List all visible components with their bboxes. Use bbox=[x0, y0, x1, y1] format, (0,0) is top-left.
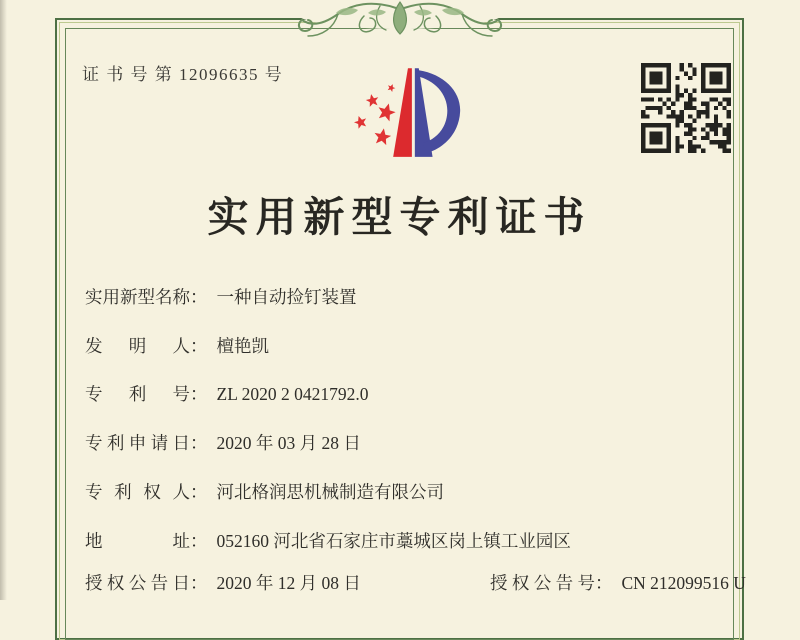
qr-code bbox=[641, 63, 731, 153]
field-row-application-date bbox=[85, 430, 361, 455]
field-label: 地址 bbox=[85, 531, 190, 551]
field-value: 一种自动捡钉装置 bbox=[216, 287, 357, 307]
field-row-address bbox=[85, 528, 571, 553]
cnipa-patent-logo-icon bbox=[340, 58, 468, 172]
certificate-title: 实用新型专利证书 bbox=[207, 194, 592, 240]
field-label: 专利权人 bbox=[85, 482, 190, 502]
field-value: 2020 年 03 月 28 日 bbox=[216, 433, 361, 453]
field-label: 实用新型名称 bbox=[85, 287, 190, 307]
field-colon: ： bbox=[190, 384, 208, 404]
field-colon: ： bbox=[190, 433, 208, 453]
scan-edge-shadow bbox=[0, 0, 7, 600]
field-value: 2020 年 12 月 08 日 bbox=[216, 573, 361, 593]
field-label: 授权公告号 bbox=[490, 573, 595, 593]
field-colon: ： bbox=[190, 287, 208, 307]
field-value: 河北格润思机械制造有限公司 bbox=[216, 482, 444, 502]
field-row-utility-model-name bbox=[85, 284, 357, 309]
field-label: 专利号 bbox=[85, 384, 190, 404]
field-value: 檀艳凯 bbox=[216, 336, 269, 356]
certificate-number: 证 书 号 第 12096635 号 bbox=[82, 65, 284, 84]
field-row-grant-date bbox=[85, 570, 746, 595]
field-colon: ： bbox=[190, 573, 208, 593]
field-colon: ： bbox=[190, 482, 208, 502]
field-row-inventor bbox=[85, 333, 269, 358]
field-value: 052160 河北省石家庄市藁城区岗上镇工业园区 bbox=[216, 531, 571, 551]
field-group-grant-number bbox=[490, 570, 746, 595]
field-row-patentee bbox=[85, 479, 444, 504]
field-label: 授权公告日 bbox=[85, 573, 190, 593]
field-row-patent-number bbox=[85, 381, 368, 406]
field-colon: ： bbox=[190, 336, 208, 356]
field-value: CN 212099516 U bbox=[621, 573, 746, 593]
field-colon: ： bbox=[595, 573, 613, 593]
field-label: 发明人 bbox=[85, 336, 190, 356]
floral-border-ornament-icon bbox=[260, 0, 540, 46]
field-label: 专利申请日 bbox=[85, 433, 190, 453]
field-colon: ： bbox=[190, 531, 208, 551]
field-value: ZL 2020 2 0421792.0 bbox=[216, 384, 369, 404]
